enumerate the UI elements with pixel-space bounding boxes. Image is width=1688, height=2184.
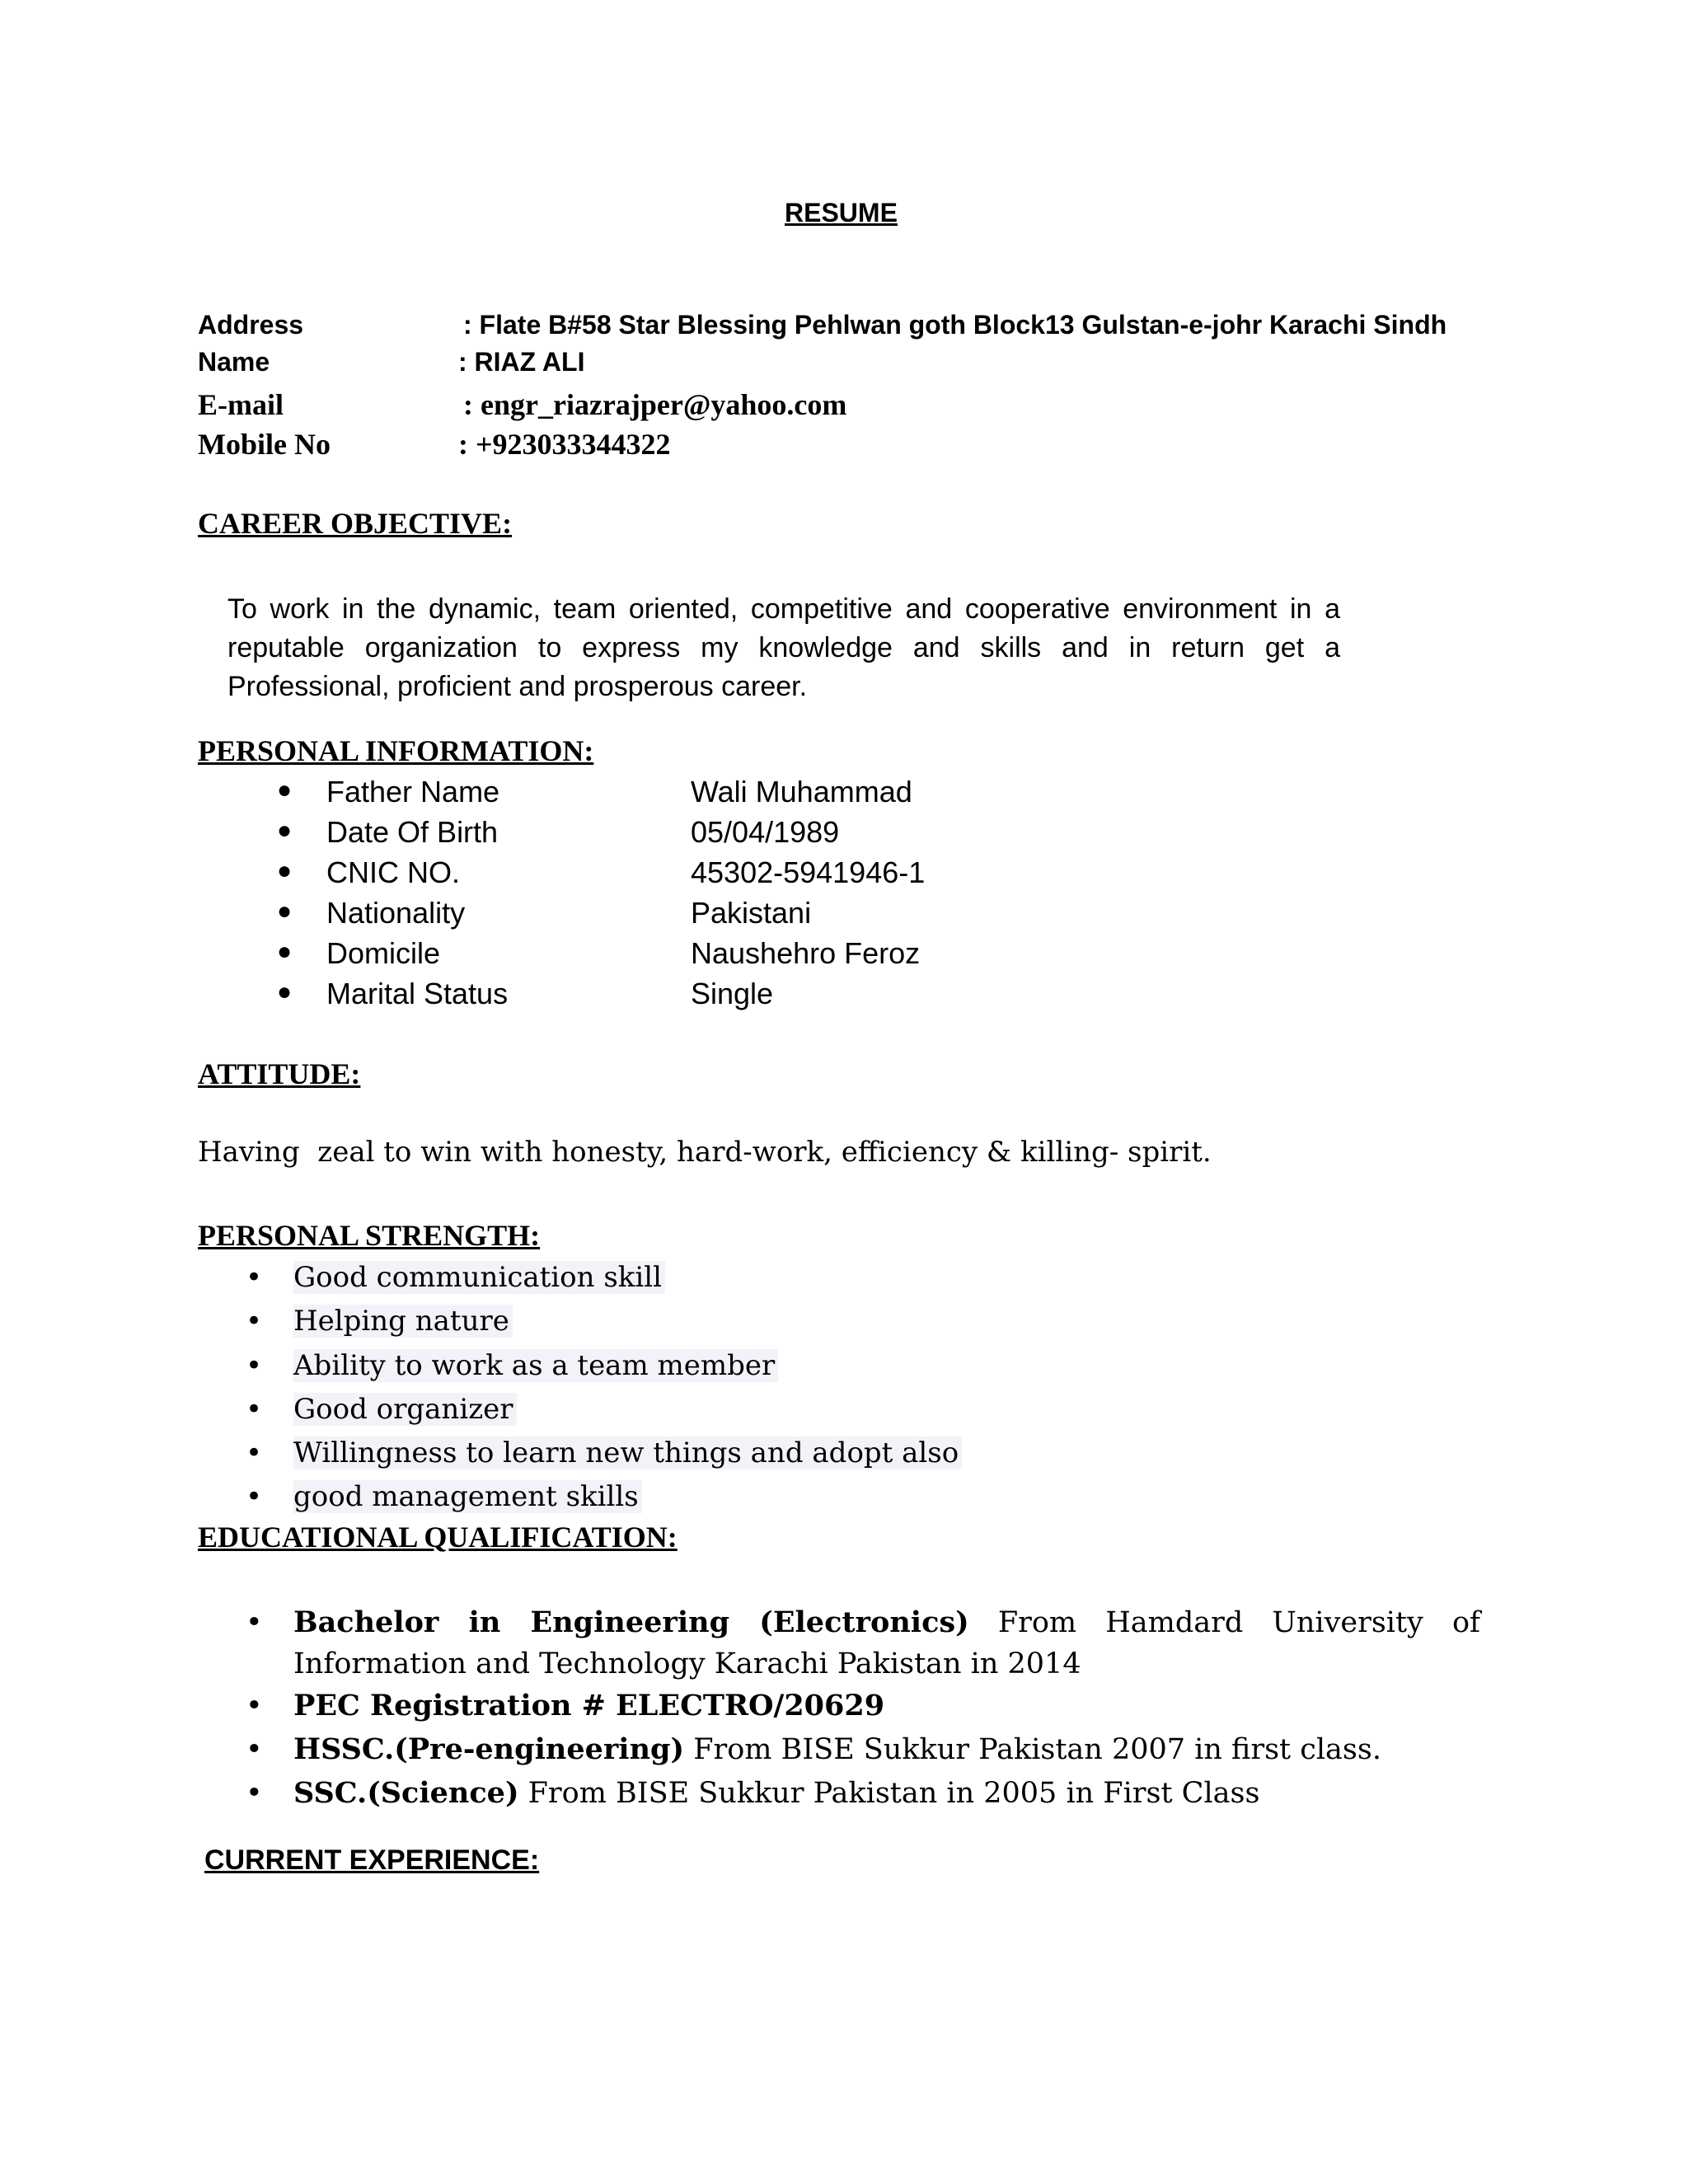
mobile-label: Mobile No xyxy=(198,428,331,461)
education-item-title: HSSC.(Pre-engineering) xyxy=(293,1732,685,1766)
bullet-icon: ● xyxy=(277,938,293,965)
education-item-title: Bachelor in Engineering (Electronics) xyxy=(293,1605,969,1639)
strength-item: Good communication skill xyxy=(293,1261,665,1294)
info-label: Marital Status xyxy=(326,977,509,1010)
education-item xyxy=(293,1602,1480,1685)
bullet-icon: ● xyxy=(277,978,293,1005)
personal-strength-heading: PERSONAL STRENGTH: xyxy=(198,1219,541,1252)
strength-item: Good organizer xyxy=(293,1393,517,1426)
education-item xyxy=(293,1685,884,1727)
strength-item: good management skills xyxy=(293,1480,642,1513)
education-item xyxy=(293,1773,1259,1814)
current-experience-heading: CURRENT EXPERIENCE: xyxy=(204,1844,540,1876)
info-value: 45302-5941946-1 xyxy=(691,855,926,889)
education-heading: EDUCATIONAL QUALIFICATION: xyxy=(198,1521,678,1554)
attitude-heading: ATTITUDE: xyxy=(198,1057,361,1090)
mobile-value: : +923033344322 xyxy=(458,428,671,461)
bullet-icon: • xyxy=(246,1690,263,1722)
address-label: Address xyxy=(198,310,304,340)
info-value: Pakistani xyxy=(691,896,812,930)
education-item-detail: From BISE Sukkur Pakistan in 2005 in First Class xyxy=(518,1777,1260,1810)
info-label: CNIC NO. xyxy=(326,855,460,889)
name-value: : RIAZ ALI xyxy=(458,347,585,377)
bullet-icon: • xyxy=(246,1305,263,1338)
info-label: Father Name xyxy=(326,775,500,808)
strength-item: Ability to work as a team member xyxy=(293,1349,778,1382)
bullet-icon: • xyxy=(246,1436,263,1469)
education-item-detail: From BISE Sukkur Pakistan 2007 in first class. xyxy=(684,1733,1381,1766)
bullet-icon: • xyxy=(246,1480,263,1513)
email-value: : engr_riazrajper@yahoo.com xyxy=(463,388,847,421)
bullet-icon: • xyxy=(246,1606,263,1639)
education-item-title: SSC.(Science) xyxy=(293,1776,519,1810)
bullet-icon: • xyxy=(246,1393,263,1426)
address-value: : Flate B#58 Star Blessing Pehlwan goth Block13 Gulstan-e-johr Karachi Sindh xyxy=(463,310,1447,340)
info-label: Domicile xyxy=(326,936,441,970)
bullet-icon: • xyxy=(246,1261,263,1294)
info-label: Nationality xyxy=(326,896,466,930)
attitude-text: Having zeal to win with honesty, hard-work, efficiency & killing- spirit. xyxy=(198,1136,1212,1169)
education-item xyxy=(293,1729,1381,1770)
email-label: E-mail xyxy=(198,388,284,421)
bullet-icon: • xyxy=(246,1733,263,1766)
bullet-icon: ● xyxy=(277,776,293,804)
bullet-icon: • xyxy=(246,1349,263,1382)
bullet-icon: ● xyxy=(277,857,293,884)
info-value: Naushehro Feroz xyxy=(691,936,921,970)
page-title: RESUME xyxy=(785,198,898,227)
education-item-detail: From Hamdard University of Information and Technology Karachi Pakistan in 2014 xyxy=(293,1606,1481,1680)
personal-information-heading: PERSONAL INFORMATION: xyxy=(198,734,594,767)
career-objective-text: To work in the dynamic, team oriented, competitive and cooperative environment in a reputable organization to express my knowledge and skills and in return get a Professional, proficient and prosperous career. xyxy=(227,593,1340,702)
info-value: Single xyxy=(691,977,774,1010)
info-value: Wali Muhammad xyxy=(691,775,912,808)
bullet-icon: ● xyxy=(277,817,293,844)
name-label: Name xyxy=(198,347,270,377)
bullet-icon: • xyxy=(246,1777,263,1810)
info-value: 05/04/1989 xyxy=(691,815,840,849)
strength-item: Helping nature xyxy=(293,1305,513,1338)
career-objective-heading: CAREER OBJECTIVE: xyxy=(198,507,513,540)
info-label: Date Of Birth xyxy=(326,815,499,849)
education-item-title: PEC Registration # ELECTRO/20629 xyxy=(293,1689,885,1722)
bullet-icon: ● xyxy=(277,898,293,925)
strength-item: Willingness to learn new things and adopt also xyxy=(293,1436,962,1469)
